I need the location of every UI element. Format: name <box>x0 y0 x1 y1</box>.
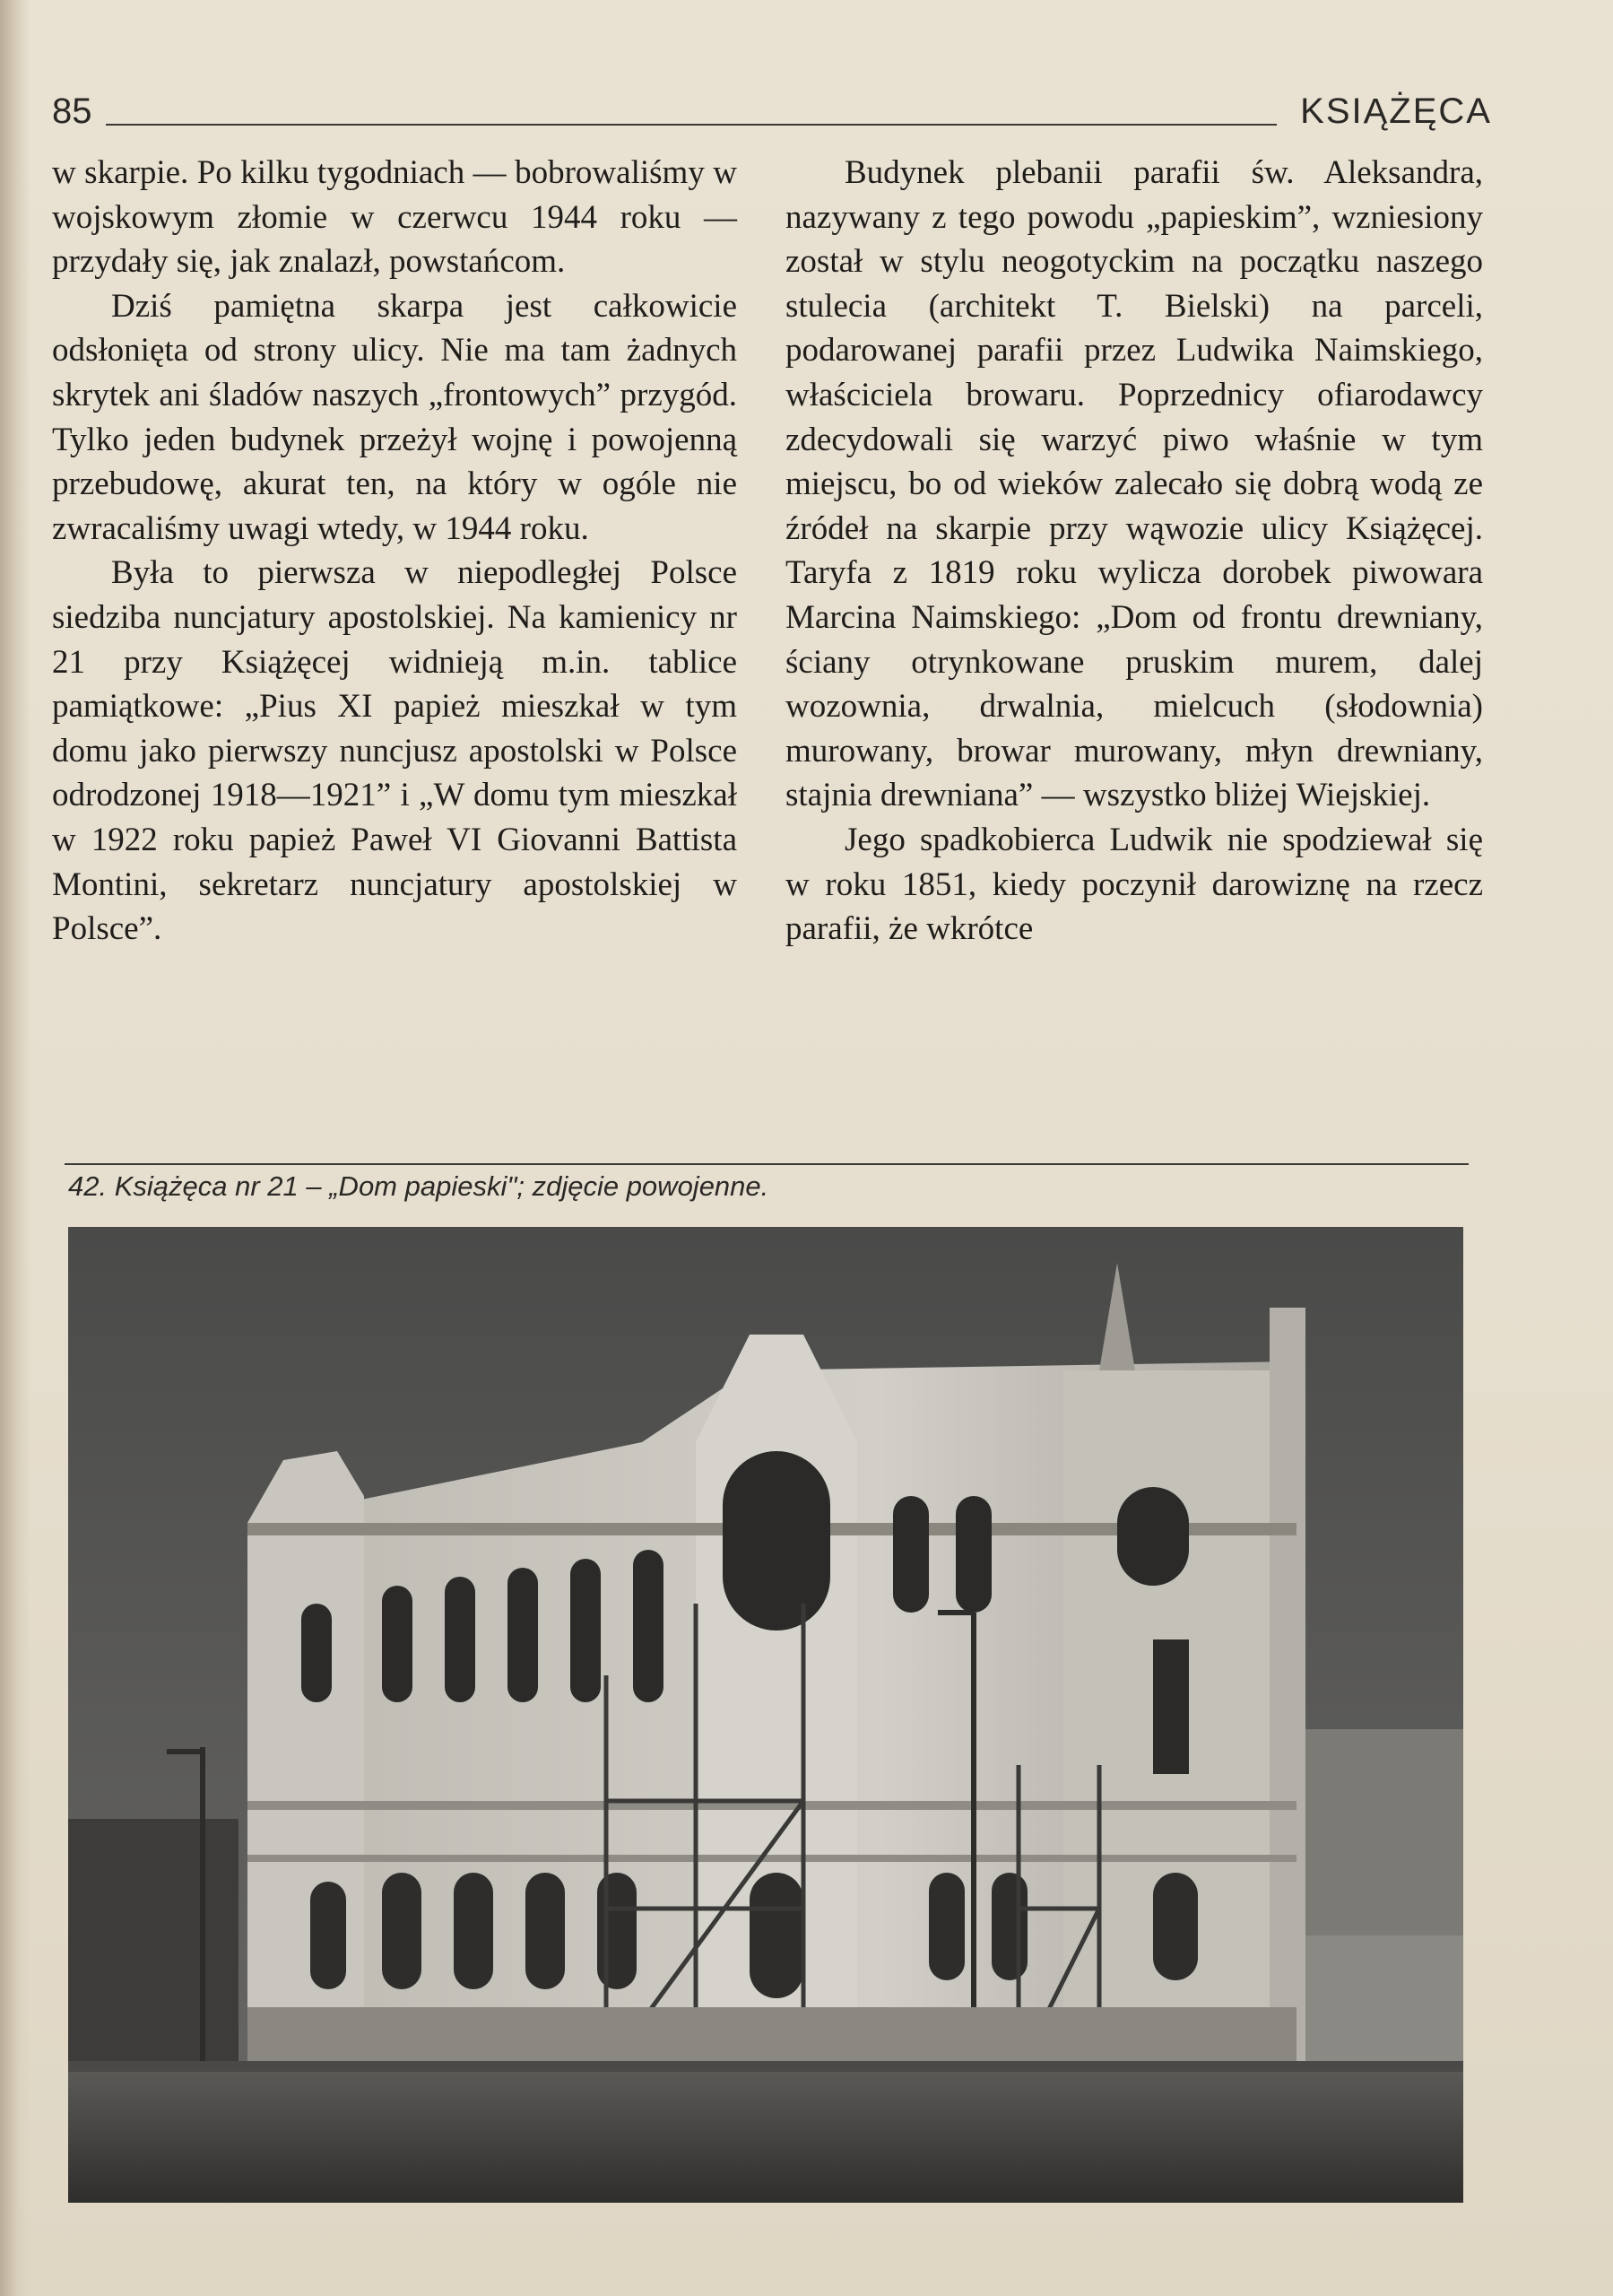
page-gutter-shadow <box>0 0 30 2296</box>
page-number: 85 <box>52 91 92 131</box>
header-rule <box>106 124 1277 126</box>
figure-caption: 42. Książęca nr 21 – „Dom papieski"; zdjęcie powojenne. <box>68 1170 769 1202</box>
paragraph: Była to pierwsza w niepodległej Polsce siedziba nuncjatury apostolskiej. Na kamienicy nr 21 przy Książęcej widnieją m.in. tablice pamiątkowe: „Pius XI papież mieszkał w tym domu jako pierwszy nuncjusz apostolski w Polsce odrodzonej 1918—1921” i „W domu tym mieszkał w 1922 roku papież Paweł VI Giovanni Battista Montini, sekretarz nuncjatury apostolskiej w Polsce”. <box>52 554 737 948</box>
page-header <box>52 86 1492 142</box>
paragraph: w skarpie. Po kilku tygodniach — bobrowaliśmy w wojskowym złomie w czerwcu 1944 roku — przydały się, jak znalazł, powstańcom. <box>52 154 737 281</box>
paragraph: Budynek plebanii parafii św. Aleksandra, nazywany z tego powodu „papieskim”, wzniesiony został w stylu neogotyckim na początku naszego stulecia (architekt T. Bielski) na parceli, podarowanej parafii przez Ludwika Naimskiego, właściciela browaru. Poprzednicy ofiarodawcy zdecydowali się warzyć piwo właśnie w tym miejscu, bo od wieków zalecało się dobrą wodą ze źródeł na skarpie przy wąwozie ulicy Książęcej. Taryfa z 1819 roku wylicza dorobek piwowara Marcina Naimskiego: „Dom od frontu drewniany, ściany otrynkowane pruskim murem, dalej wozownia, drwalnia, mielcuch (słodownia) murowany, browar murowany, młyn drewniany, stajnia drewniana” — wszystko bliżej Wiejskiej. <box>785 154 1483 814</box>
caption-rule <box>65 1163 1469 1165</box>
right-column <box>785 151 1483 952</box>
paragraph: Dziś pamiętna skarpa jest całkowicie odsłonięta od strony ulicy. Nie ma tam żadnych skrytek ani śladów naszych „frontowych” przygód. Tylko jeden budynek przeżył wojnę i powojenną przebudowę, akurat ten, na który w ogóle nie zwracaliśmy uwagi wtedy, w 1944 roku. <box>52 287 737 547</box>
left-column <box>52 151 737 952</box>
running-head: KSIĄŻĘCA <box>1300 91 1492 131</box>
building-photo <box>68 1227 1463 2203</box>
paragraph: Jego spadkobierca Ludwik nie spodziewał się w roku 1851, kiedy poczynił darowiznę na rzecz parafii, że wkrótce <box>785 821 1483 948</box>
